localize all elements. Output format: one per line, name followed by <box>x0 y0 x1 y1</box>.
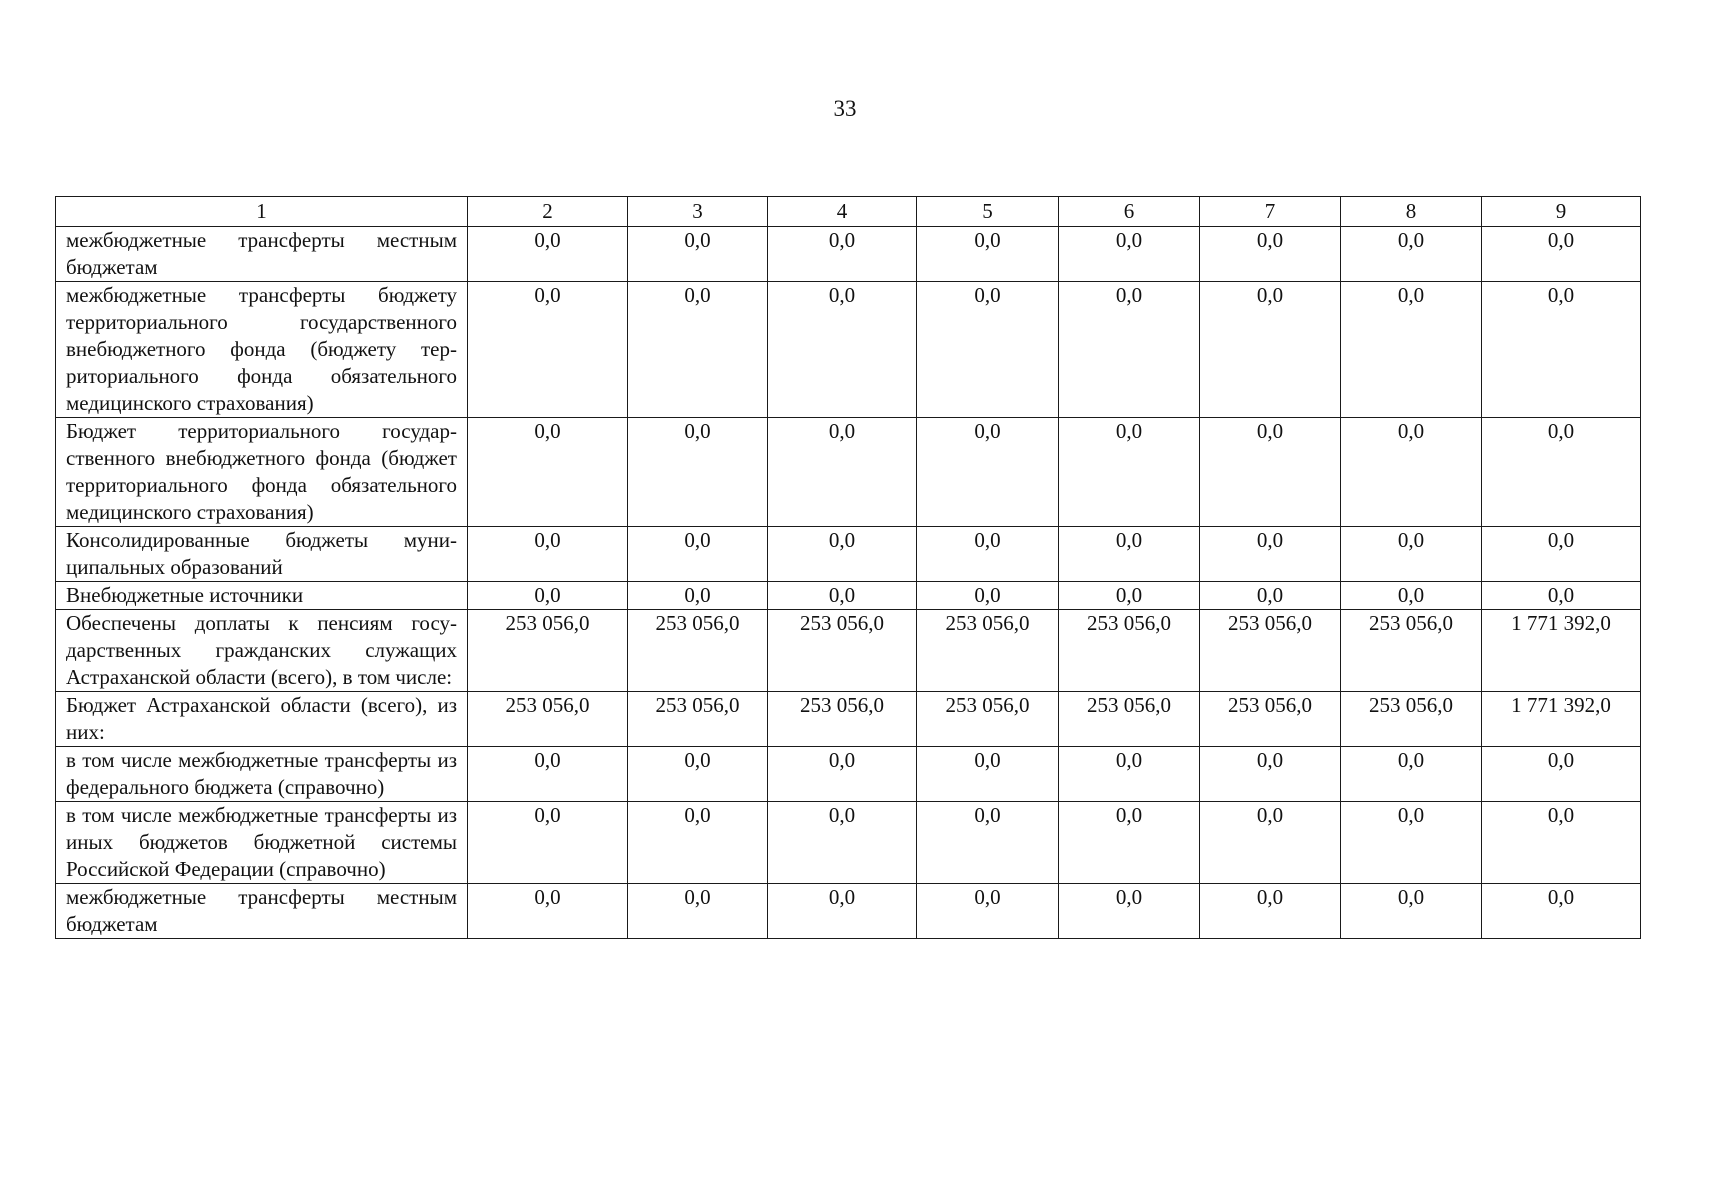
value-cell: 253 056,0 <box>1341 610 1482 692</box>
value-cell: 0,0 <box>1200 527 1341 582</box>
page-number: 33 <box>833 96 857 121</box>
value-cell: 0,0 <box>1200 884 1341 939</box>
column-header: 6 <box>1059 197 1200 227</box>
value-cell: 0,0 <box>1200 282 1341 418</box>
value-cell: 0,0 <box>917 282 1059 418</box>
value-cell: 0,0 <box>1482 802 1641 884</box>
value-cell: 0,0 <box>917 582 1059 610</box>
value-cell: 0,0 <box>917 747 1059 802</box>
value-cell: 0,0 <box>768 527 917 582</box>
value-cell: 0,0 <box>1482 527 1641 582</box>
value-cell: 0,0 <box>1200 802 1341 884</box>
value-cell: 0,0 <box>628 582 768 610</box>
value-cell: 0,0 <box>1341 747 1482 802</box>
value-cell: 0,0 <box>628 227 768 282</box>
value-cell: 253 056,0 <box>1059 692 1200 747</box>
value-cell: 0,0 <box>468 802 628 884</box>
value-cell: 0,0 <box>768 802 917 884</box>
value-cell: 0,0 <box>468 747 628 802</box>
value-cell: 0,0 <box>1341 227 1482 282</box>
column-header: 1 <box>56 197 468 227</box>
value-cell: 0,0 <box>468 582 628 610</box>
value-cell: 0,0 <box>1059 884 1200 939</box>
value-cell: 253 056,0 <box>468 610 628 692</box>
value-cell: 253 056,0 <box>768 692 917 747</box>
column-header: 9 <box>1482 197 1641 227</box>
value-cell: 0,0 <box>1200 747 1341 802</box>
value-cell: 253 056,0 <box>917 610 1059 692</box>
value-cell: 0,0 <box>1200 582 1341 610</box>
column-header: 2 <box>468 197 628 227</box>
value-cell: 0,0 <box>1059 582 1200 610</box>
value-cell: 0,0 <box>1059 418 1200 527</box>
row-label: Внебюджетные источники <box>56 582 468 610</box>
value-cell: 0,0 <box>1482 582 1641 610</box>
row-label: Консолидированные бюджеты муниципальных образований <box>56 527 468 582</box>
value-cell: 253 056,0 <box>1341 692 1482 747</box>
value-cell: 0,0 <box>1482 282 1641 418</box>
value-cell: 0,0 <box>1059 527 1200 582</box>
table-row <box>56 610 1641 692</box>
value-cell: 0,0 <box>1482 884 1641 939</box>
table-row <box>56 582 1641 610</box>
column-header: 4 <box>768 197 917 227</box>
value-cell: 253 056,0 <box>628 692 768 747</box>
value-cell: 0,0 <box>768 884 917 939</box>
value-cell: 0,0 <box>628 747 768 802</box>
value-cell: 0,0 <box>468 527 628 582</box>
value-cell: 253 056,0 <box>1200 610 1341 692</box>
value-cell: 0,0 <box>1482 747 1641 802</box>
value-cell: 0,0 <box>1200 418 1341 527</box>
value-cell: 0,0 <box>1482 227 1641 282</box>
value-cell: 253 056,0 <box>917 692 1059 747</box>
value-cell: 0,0 <box>1341 527 1482 582</box>
value-cell: 0,0 <box>768 747 917 802</box>
table-row <box>56 884 1641 939</box>
value-cell: 0,0 <box>1059 227 1200 282</box>
row-label: межбюджетные трансферты бюджету территориального государственного внебюджетного фонда (бюджету территориального фонда обязательного медицинского страхования) <box>56 282 468 418</box>
value-cell: 0,0 <box>768 227 917 282</box>
table-row <box>56 282 1641 418</box>
table-row <box>56 802 1641 884</box>
value-cell: 1 771 392,0 <box>1482 610 1641 692</box>
value-cell: 0,0 <box>628 527 768 582</box>
value-cell: 0,0 <box>1200 227 1341 282</box>
value-cell: 0,0 <box>1059 802 1200 884</box>
value-cell: 0,0 <box>628 282 768 418</box>
value-cell: 0,0 <box>917 418 1059 527</box>
value-cell: 0,0 <box>1341 884 1482 939</box>
value-cell: 253 056,0 <box>768 610 917 692</box>
value-cell: 0,0 <box>768 418 917 527</box>
value-cell: 0,0 <box>917 802 1059 884</box>
table-row <box>56 418 1641 527</box>
value-cell: 0,0 <box>768 582 917 610</box>
value-cell: 0,0 <box>628 884 768 939</box>
row-label: Бюджет Астраханской области (всего), из них: <box>56 692 468 747</box>
value-cell: 0,0 <box>1341 282 1482 418</box>
value-cell: 1 771 392,0 <box>1482 692 1641 747</box>
value-cell: 0,0 <box>1341 582 1482 610</box>
value-cell: 0,0 <box>1341 802 1482 884</box>
value-cell: 0,0 <box>628 418 768 527</box>
row-label: Бюджет территориального государственного внебюджетного фонда (бюджет территориального фонда обязательного медицинского страхования) <box>56 418 468 527</box>
value-cell: 0,0 <box>1341 418 1482 527</box>
value-cell: 0,0 <box>468 418 628 527</box>
row-label: межбюджетные трансферты местным бюджетам <box>56 884 468 939</box>
value-cell: 0,0 <box>917 527 1059 582</box>
value-cell: 0,0 <box>1482 418 1641 527</box>
value-cell: 0,0 <box>1059 747 1200 802</box>
table-row <box>56 527 1641 582</box>
column-header: 5 <box>917 197 1059 227</box>
row-label: межбюджетные трансферты местным бюджетам <box>56 227 468 282</box>
value-cell: 0,0 <box>628 802 768 884</box>
value-cell: 0,0 <box>1059 282 1200 418</box>
value-cell: 0,0 <box>468 227 628 282</box>
value-cell: 253 056,0 <box>468 692 628 747</box>
value-cell: 0,0 <box>468 282 628 418</box>
value-cell: 0,0 <box>768 282 917 418</box>
row-label: в том числе межбюджетные трансферты из федерального бюджета (справочно) <box>56 747 468 802</box>
table-row <box>56 747 1641 802</box>
table-header-row <box>56 197 1641 227</box>
value-cell: 253 056,0 <box>1200 692 1341 747</box>
value-cell: 0,0 <box>917 884 1059 939</box>
column-header: 3 <box>628 197 768 227</box>
value-cell: 253 056,0 <box>1059 610 1200 692</box>
table-row <box>56 227 1641 282</box>
value-cell: 0,0 <box>917 227 1059 282</box>
row-label: в том числе межбюджетные трансферты из иных бюджетов бюджетной системы Российской Федерации (справочно) <box>56 802 468 884</box>
table-row <box>56 692 1641 747</box>
value-cell: 0,0 <box>468 884 628 939</box>
column-header: 8 <box>1341 197 1482 227</box>
value-cell: 253 056,0 <box>628 610 768 692</box>
row-label: Обеспечены доплаты к пенсиям государственных гражданских служащих Астраханской области (всего), в том числе: <box>56 610 468 692</box>
funding-table <box>55 196 1641 939</box>
column-header: 7 <box>1200 197 1341 227</box>
